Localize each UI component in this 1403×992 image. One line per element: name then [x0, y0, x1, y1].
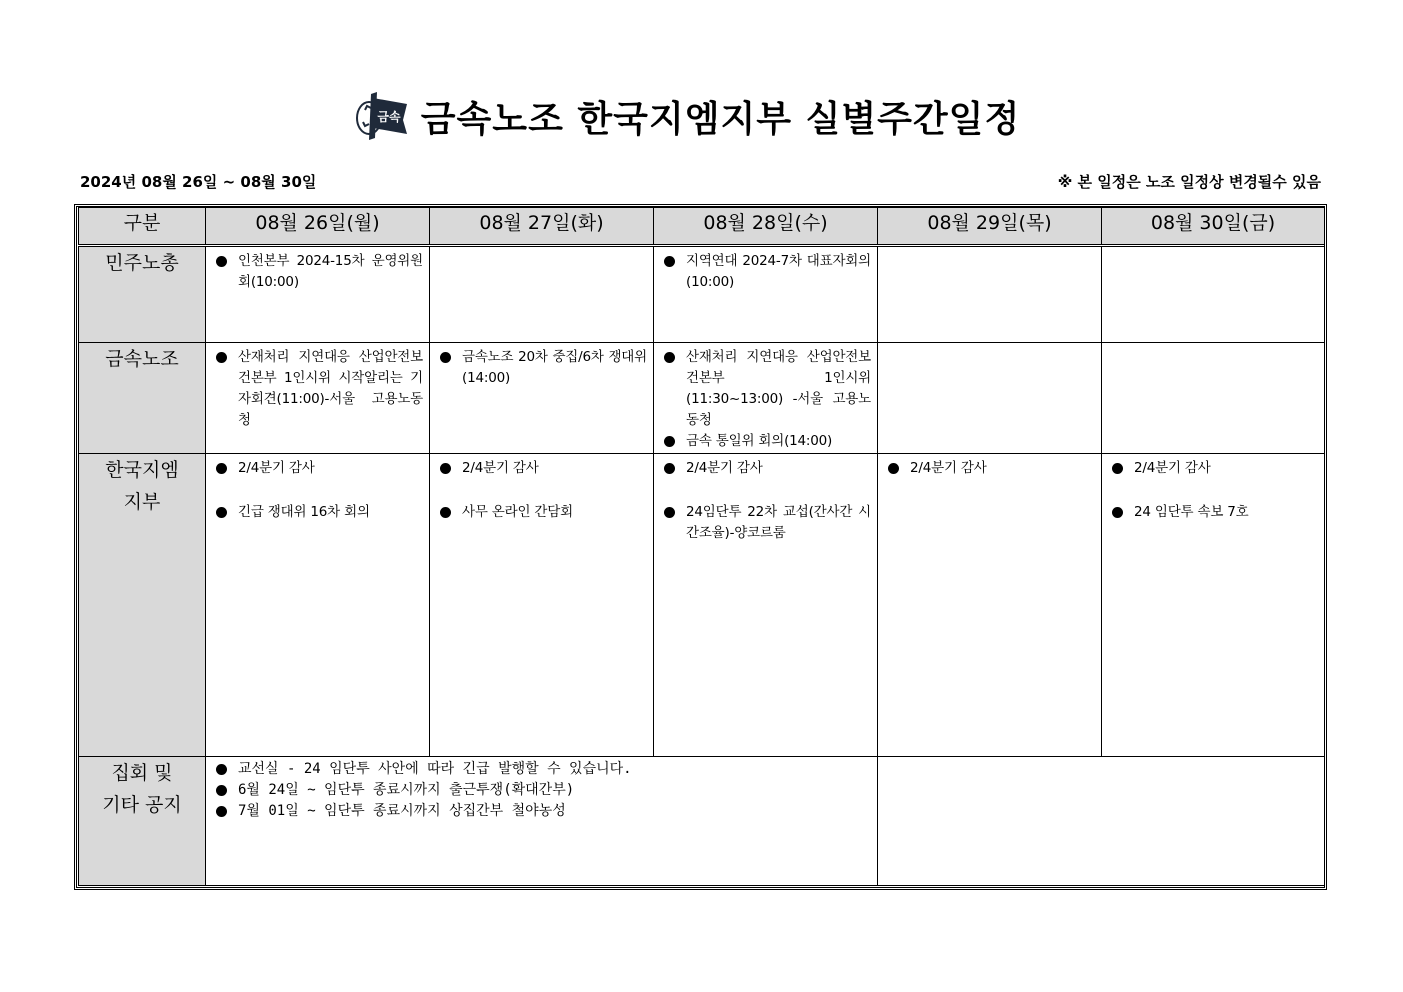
- category-label: 금속노조: [105, 348, 179, 370]
- empty-notice-cell: [878, 757, 1325, 886]
- schedule-item: 금속 통일위 회의(14:00): [662, 431, 871, 452]
- schedule-item: 2/4분기 감사: [438, 458, 647, 479]
- category-label: 민주노총: [105, 252, 179, 274]
- schedule-cell: [654, 343, 878, 454]
- schedule-cell: [1102, 343, 1325, 454]
- schedule-item: 긴급 쟁대위 16차 회의: [214, 502, 423, 523]
- schedule-cell: [206, 454, 430, 757]
- schedule-cell: [430, 343, 654, 454]
- notice-item: 6월 24일 ~ 임단투 종료시까지 출근투쟁(확대간부): [214, 780, 871, 801]
- schedule-cell: [654, 454, 878, 757]
- schedule-cell: [878, 454, 1102, 757]
- day-header: 08월 29일(목): [878, 208, 1102, 246]
- category-cell: [79, 757, 206, 886]
- logo-text: 금속: [377, 110, 401, 124]
- schedule-item: 산재처리 지연대응 산업안전보건본부 1인시위 시작알리는 기자회견(11:00)-서울 고용노동청: [214, 347, 423, 431]
- category-label: 집회 및: [111, 762, 173, 784]
- category-label: 기타 공지: [102, 794, 182, 816]
- union-logo-icon: [353, 88, 409, 144]
- schedule-item: 24임단투 22차 교섭(간사간 시간조율)-양코르룸: [662, 502, 871, 544]
- notice-item: 교선실 - 24 임단투 사안에 따라 긴급 발행할 수 있습니다.: [214, 759, 871, 780]
- category-label: 한국지엠: [105, 459, 179, 481]
- schedule-item: 산재처리 지연대응 산업안전보건본부 1인시위(11:30~13:00) -서울 고용노동청: [662, 347, 871, 431]
- day-header: 08월 28일(수): [654, 208, 878, 246]
- corner-header: 구분: [79, 208, 206, 246]
- schedule-item: 사무 온라인 간담회: [438, 502, 647, 523]
- schedule-item: 2/4분기 감사: [886, 458, 1095, 479]
- page-title: 금속노조 한국지엠지부 실별주간일정: [420, 98, 1021, 140]
- schedule-item: 2/4분기 감사: [662, 458, 871, 479]
- notice-item: 7월 01일 ~ 임단투 종료시까지 상집간부 철야농성: [214, 801, 871, 822]
- row-gm-korea-branch: [79, 454, 1325, 757]
- day-header: 08월 27일(화): [430, 208, 654, 246]
- schedule-item: 2/4분기 감사: [214, 458, 423, 479]
- category-cell: [79, 454, 206, 757]
- schedule-item: 24 임단투 속보 7호: [1110, 502, 1318, 523]
- schedule-cell: [206, 343, 430, 454]
- title-area: [0, 88, 1403, 144]
- change-notice: ※ 본 일정은 노조 일정상 변경될수 있음: [1057, 173, 1321, 191]
- schedule-item: 지역연대 2024-7차 대표자회의(10:00): [662, 251, 871, 293]
- schedule-item: 2/4분기 감사: [1110, 458, 1318, 479]
- row-notices: [79, 757, 1325, 886]
- header-row: [79, 208, 1325, 246]
- schedule-cell: [878, 246, 1102, 343]
- category-cell: [79, 343, 206, 454]
- day-header: 08월 26일(월): [206, 208, 430, 246]
- schedule-cell: [430, 246, 654, 343]
- schedule-cell: [654, 246, 878, 343]
- day-header: 08월 30일(금): [1102, 208, 1325, 246]
- schedule-cell: [206, 246, 430, 343]
- category-label: 지부: [123, 491, 161, 513]
- schedule-table: [78, 207, 1325, 886]
- schedule-cell: [1102, 454, 1325, 757]
- category-cell: [79, 246, 206, 343]
- schedule-item: 인천본부 2024-15차 운영위원회(10:00): [214, 251, 423, 293]
- schedule-cell: [430, 454, 654, 757]
- schedule-cell: [1102, 246, 1325, 343]
- schedule-cell: [878, 343, 1102, 454]
- schedule-item: 금속노조 20차 중집/6차 쟁대위(14:00): [438, 347, 647, 389]
- notice-cell: [206, 757, 878, 886]
- row-kctu: [79, 246, 1325, 343]
- schedule-period: 2024년 08월 26일 ~ 08월 30일: [80, 173, 317, 191]
- row-kmwu: [79, 343, 1325, 454]
